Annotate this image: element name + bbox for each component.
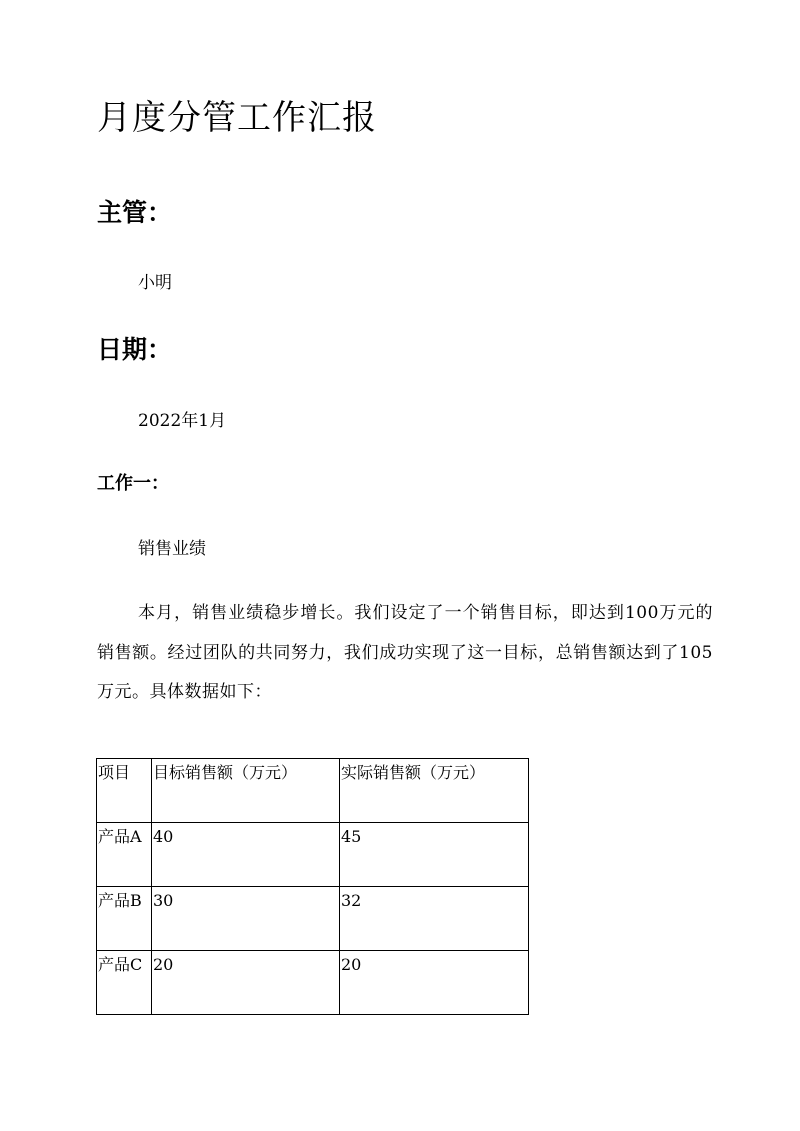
table-header-cell: 项目: [97, 759, 152, 823]
supervisor-heading: 主管：: [97, 198, 173, 227]
table-header-cell: 实际销售额（万元）: [340, 759, 529, 823]
table-row: [97, 951, 529, 1015]
table-row: [97, 887, 529, 951]
table-cell: 20: [340, 951, 529, 1015]
work1-heading: 工作一：: [97, 473, 169, 494]
table-cell: 30: [152, 887, 340, 951]
report-title: 月度分管工作汇报: [97, 98, 377, 138]
supervisor-name: 小明: [138, 273, 172, 293]
table-cell: 20: [152, 951, 340, 1015]
table-header-row: [97, 759, 529, 823]
table-cell: 40: [152, 823, 340, 887]
date-value: 2022年1月: [138, 411, 227, 431]
sales-table: [96, 758, 529, 1015]
table-cell: 产品C: [97, 951, 152, 1015]
table-cell: 产品A: [97, 823, 152, 887]
table-row: [97, 823, 529, 887]
table-cell: 45: [340, 823, 529, 887]
table-cell: 产品B: [97, 887, 152, 951]
work1-subject: 销售业绩: [138, 539, 206, 559]
date-heading: 日期：: [97, 335, 173, 364]
table-cell: 32: [340, 887, 529, 951]
table-header-cell: 目标销售额（万元）: [152, 759, 340, 823]
work1-paragraph: 本月，销售业绩稳步增长。我们设定了一个销售目标，即达到100万元的销售额。经过团队的共同努力，我们成功实现了这一目标，总销售额达到了105万元。具体数据如下：: [97, 603, 713, 702]
